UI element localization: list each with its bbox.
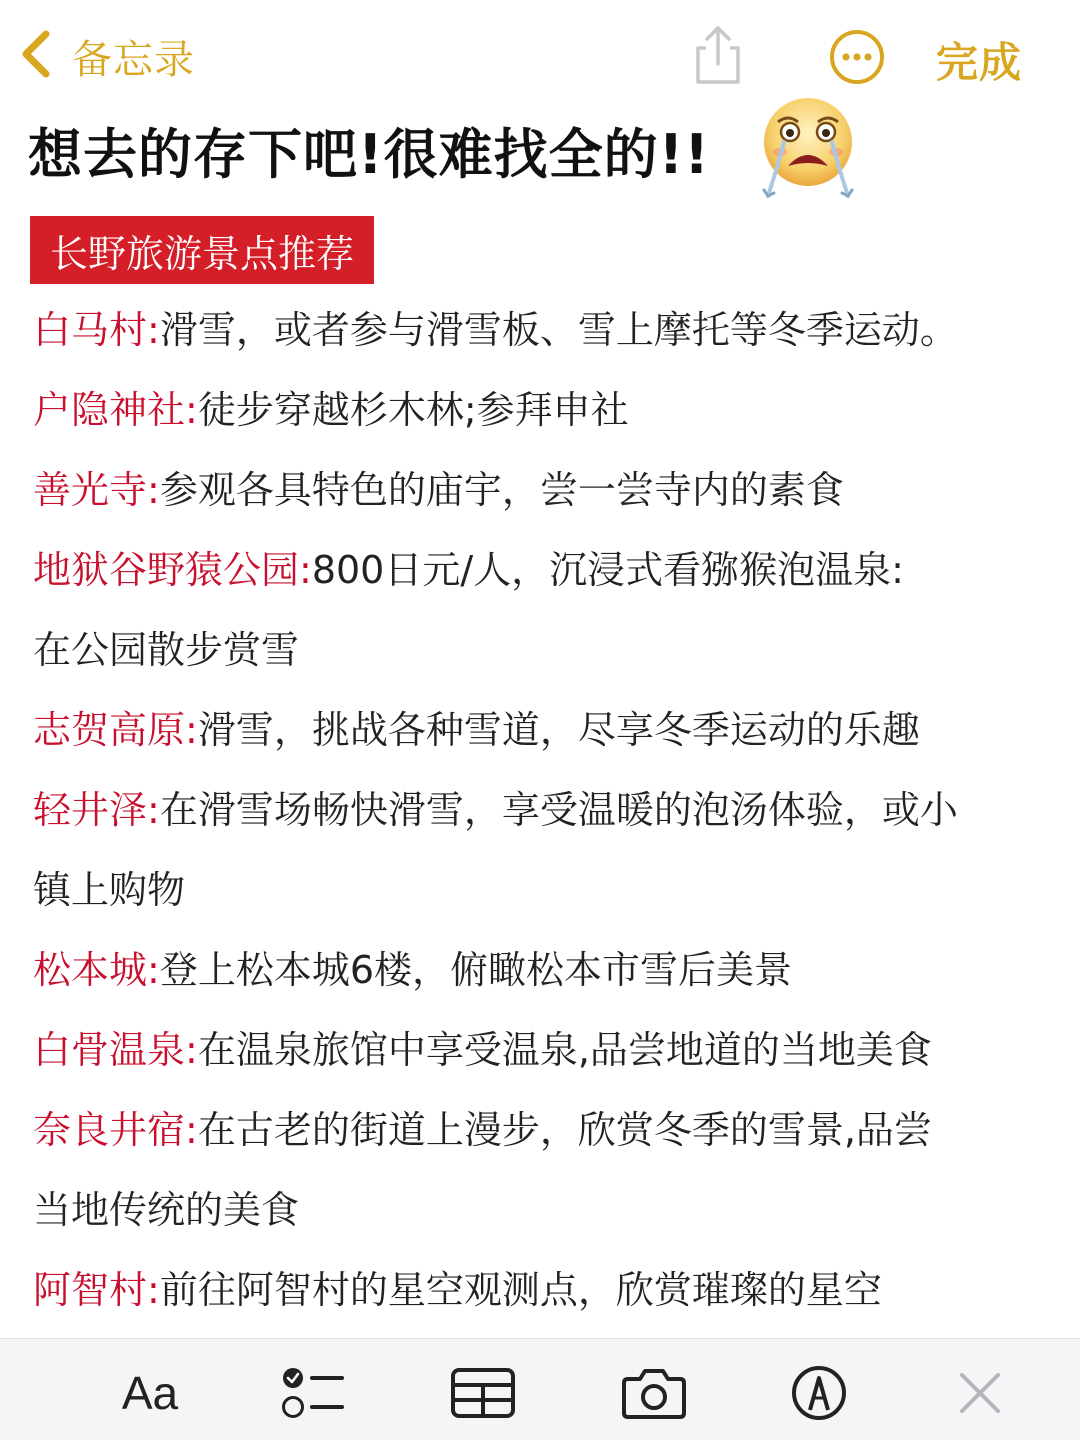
close-icon <box>956 1369 1004 1417</box>
attraction-description: 800日元/人，沉浸式看猕猴泡温泉: <box>311 548 904 592</box>
list-item[interactable] <box>33 290 1063 370</box>
attraction-description-continued: 当地传统的美食 <box>33 1188 300 1232</box>
markup-pen-icon <box>790 1364 848 1422</box>
chevron-left-icon <box>18 28 54 84</box>
attraction-description: 滑雪，挑战各种雪道，尽享冬季运动的乐趣 <box>197 708 920 752</box>
checklist-icon <box>280 1365 346 1421</box>
table-button[interactable] <box>450 1365 516 1421</box>
share-button[interactable] <box>688 22 748 88</box>
attraction-description: 在古老的街道上漫步，欣赏冬季的雪景,品尝 <box>197 1108 932 1152</box>
attraction-description: 参观各具特色的庙宇，尝一尝寺内的素食 <box>159 468 844 512</box>
attraction-name: 奈良井宿: <box>33 1108 198 1152</box>
note-title-row <box>28 100 710 200</box>
attraction-description: 徒步穿越杉木林;参拜申社 <box>197 388 629 432</box>
text-format-button[interactable] <box>110 1365 190 1421</box>
attraction-description-continued: 镇上购物 <box>33 868 186 912</box>
attraction-name: 善光寺: <box>33 468 160 512</box>
attraction-name: 松本城: <box>33 948 160 992</box>
camera-button[interactable] <box>620 1365 688 1421</box>
list-item[interactable] <box>33 450 1063 530</box>
note-title[interactable]: 想去的存下吧!很难找全的!! <box>28 122 710 186</box>
list-item[interactable] <box>33 370 1063 450</box>
attraction-name: 白马村: <box>33 308 160 352</box>
text-format-icon: Aa <box>121 1367 179 1419</box>
attraction-name: 地狱谷野猿公园: <box>33 548 312 592</box>
list-item[interactable] <box>33 1010 1063 1090</box>
crying-face-emoji <box>754 92 862 204</box>
attraction-name: 户隐神社: <box>33 388 198 432</box>
attraction-description: 滑雪，或者参与滑雪板、雪上摩托等冬季运动。 <box>159 308 958 352</box>
more-icon <box>828 71 886 90</box>
attraction-description-continued: 在公园散步赏雪 <box>33 628 300 672</box>
attraction-list[interactable] <box>33 290 1063 1330</box>
section-heading-badge: 长野旅游景点推荐 <box>30 216 374 284</box>
camera-icon <box>620 1365 688 1421</box>
list-item[interactable] <box>33 1250 1063 1330</box>
list-item[interactable] <box>33 1090 1063 1250</box>
attraction-description: 在滑雪场畅快滑雪，享受温暖的泡汤体验，或小 <box>159 788 958 832</box>
list-item[interactable] <box>33 930 1063 1010</box>
attraction-name: 轻井泽: <box>33 788 160 832</box>
done-button[interactable]: 完成 <box>936 38 1023 87</box>
navigation-bar <box>0 0 1080 110</box>
back-label: 备忘录 <box>72 36 195 83</box>
attraction-description: 在温泉旅馆中享受温泉,品尝地道的当地美食 <box>197 1028 932 1072</box>
attraction-name: 阿智村: <box>33 1268 160 1312</box>
attraction-description: 登上松本城6楼，俯瞰松本市雪后美景 <box>159 948 792 992</box>
list-item[interactable] <box>33 690 1063 770</box>
attraction-name: 白骨温泉: <box>33 1028 198 1072</box>
table-icon <box>450 1367 516 1419</box>
attraction-description: 前往阿智村的星空观测点，欣赏璀璨的星空 <box>159 1268 882 1312</box>
more-button[interactable] <box>828 28 886 86</box>
close-button[interactable] <box>956 1365 1004 1421</box>
list-item[interactable] <box>33 530 1063 690</box>
list-item[interactable] <box>33 770 1063 930</box>
share-icon <box>688 73 748 92</box>
markup-button[interactable] <box>790 1365 848 1421</box>
attraction-name: 志贺高原: <box>33 708 198 752</box>
checklist-button[interactable] <box>280 1365 346 1421</box>
back-button[interactable] <box>18 26 195 86</box>
bottom-toolbar <box>0 1338 1080 1440</box>
